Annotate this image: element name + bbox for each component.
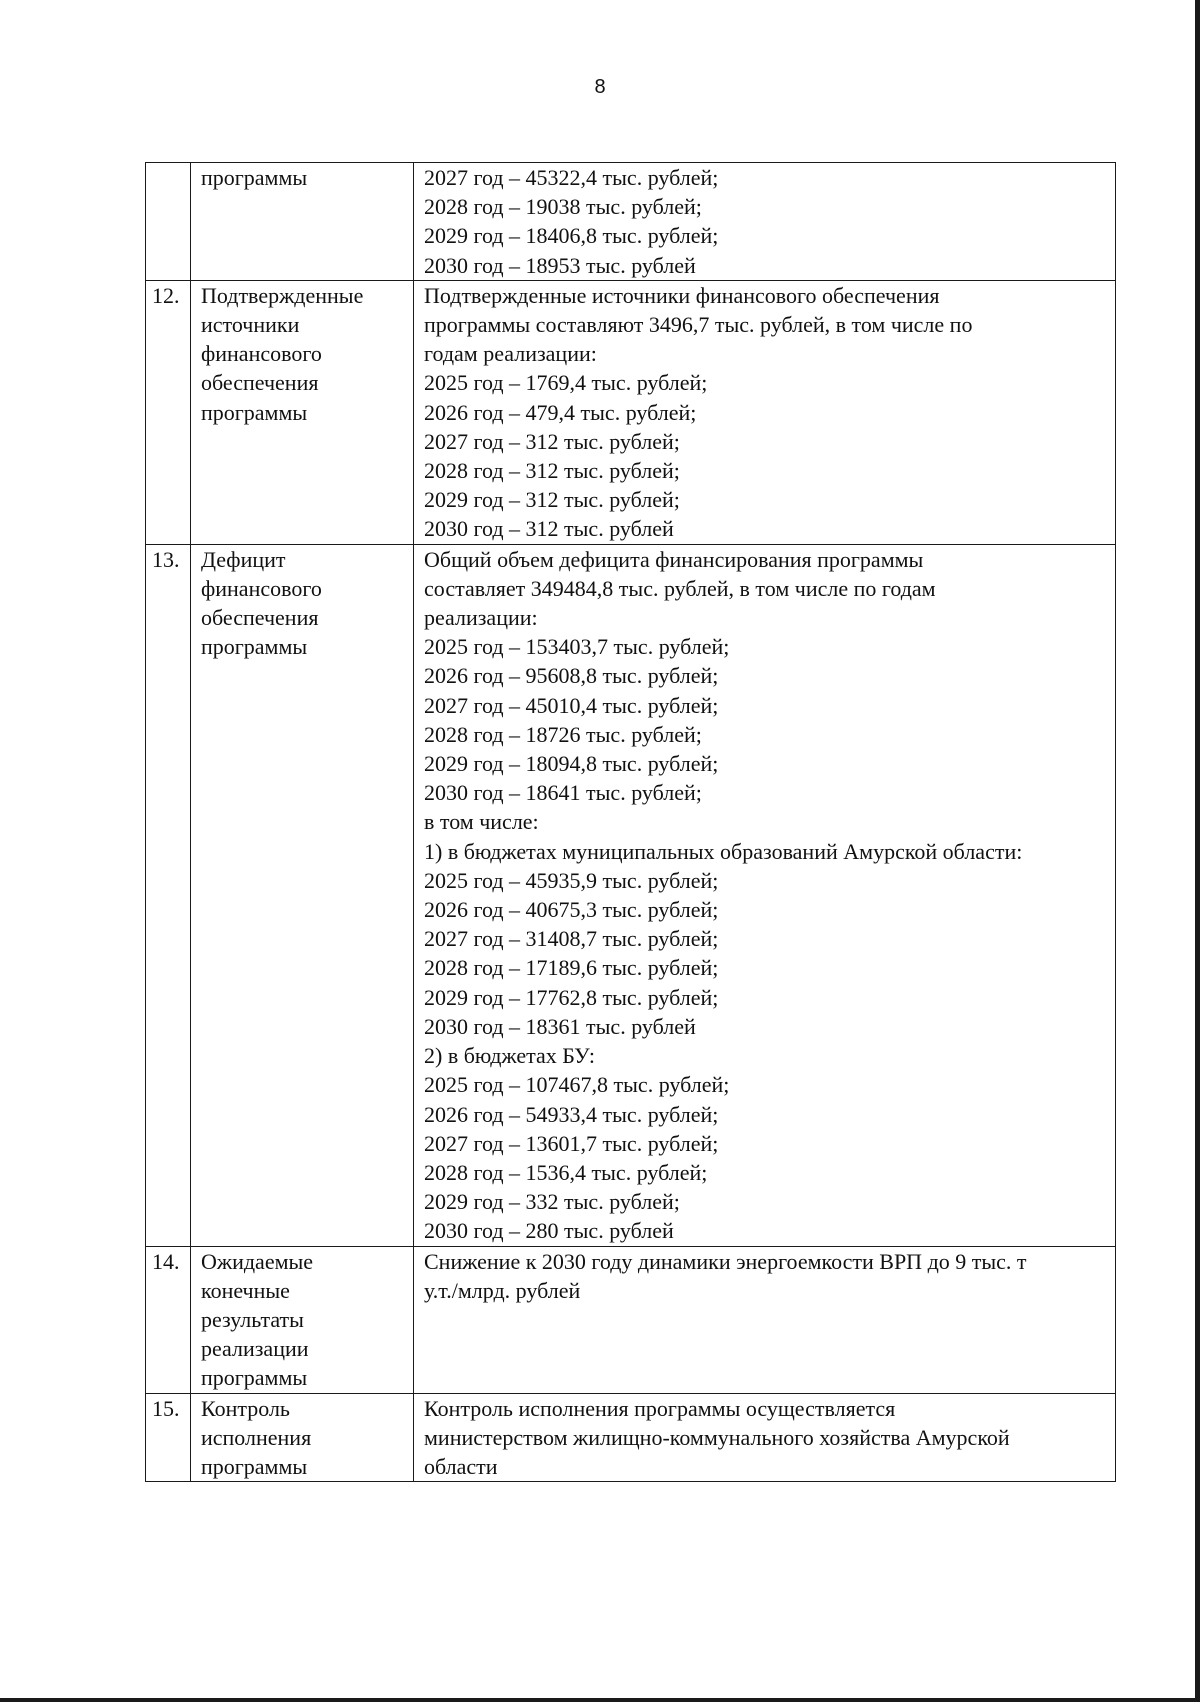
row-content-line: 2029 год – 312 тыс. рублей;	[424, 487, 680, 513]
row-content-line: 2030 год – 312 тыс. рублей	[424, 516, 674, 542]
row-content-line: 2025 год – 153403,7 тыс. рублей;	[424, 634, 730, 660]
row-title-line: программы	[201, 399, 308, 425]
row-title-line: реализации	[201, 1336, 309, 1362]
row-content-line: 2028 год – 312 тыс. рублей;	[424, 458, 680, 484]
row-number: 15.	[146, 1393, 191, 1482]
row-content-line: в том числе:	[424, 809, 539, 835]
table-body	[146, 163, 1116, 1482]
row-title-line: источники	[201, 312, 300, 338]
row-content-line: 2028 год – 18726 тыс. рублей;	[424, 721, 702, 747]
table-row	[146, 1246, 1116, 1393]
table-row	[146, 163, 1116, 281]
row-content-line: 2030 год – 280 тыс. рублей	[424, 1218, 674, 1244]
row-content-line: 2030 год – 18953 тыс. рублей	[424, 252, 696, 278]
row-content-line: области	[424, 1453, 498, 1479]
row-content	[414, 163, 1116, 281]
row-content	[414, 1393, 1116, 1482]
row-content-line: у.т./млрд. рублей	[424, 1277, 581, 1303]
row-content-line: программы составляют 3496,7 тыс. рублей, в том числе по	[424, 312, 973, 338]
program-passport-table	[145, 162, 1116, 1482]
row-title-line: Контроль	[201, 1395, 290, 1421]
row-content-line: 2028 год – 19038 тыс. рублей;	[424, 194, 702, 220]
row-content	[414, 1246, 1116, 1393]
row-content-line: 2026 год – 479,4 тыс. рублей;	[424, 399, 697, 425]
row-content-line: 2028 год – 1536,4 тыс. рублей;	[424, 1159, 708, 1185]
page-number: 8	[594, 76, 606, 98]
row-content-line: 1) в бюджетах муниципальных образований Амурской области:	[424, 838, 1023, 864]
row-content-line: реализации:	[424, 605, 538, 631]
row-title-line: программы	[201, 1365, 308, 1391]
row-content-line: Снижение к 2030 году динамики энергоемкости ВРП до 9 тыс. т	[424, 1248, 1027, 1274]
row-content-line: годам реализации:	[424, 341, 597, 367]
row-title-line: программы	[201, 165, 308, 190]
row-content	[414, 280, 1116, 544]
row-title-line: Ожидаемые	[201, 1248, 314, 1274]
row-content-line: 2026 год – 54933,4 тыс. рублей;	[424, 1101, 719, 1127]
row-title	[191, 1246, 414, 1393]
row-title	[191, 1393, 414, 1482]
row-content-line: 2027 год – 45010,4 тыс. рублей;	[424, 692, 719, 718]
row-content	[414, 544, 1116, 1246]
row-number	[146, 163, 191, 281]
row-content-line: 2) в бюджетах БУ:	[424, 1043, 595, 1069]
scan-border-right	[1195, 0, 1200, 1702]
row-content-line: 2027 год – 312 тыс. рублей;	[424, 428, 680, 454]
row-title-line: конечные	[201, 1277, 290, 1303]
table-row	[146, 1393, 1116, 1482]
row-content-line: министерством жилищно-коммунального хозяйства Амурской	[424, 1424, 1010, 1450]
row-title-line: исполнения	[201, 1424, 312, 1450]
table-row	[146, 280, 1116, 544]
row-number: 12.	[146, 280, 191, 544]
row-content-line: 2027 год – 45322,4 тыс. рублей;	[424, 165, 719, 190]
row-title-line: Подтвержденные	[201, 282, 364, 308]
row-title	[191, 280, 414, 544]
row-title	[191, 163, 414, 281]
row-content-line: 2025 год – 1769,4 тыс. рублей;	[424, 370, 708, 396]
row-content-line: 2030 год – 18641 тыс. рублей;	[424, 780, 702, 806]
row-title-line: программы	[201, 1453, 308, 1479]
row-content-line: составляет 349484,8 тыс. рублей, в том числе по годам	[424, 575, 936, 601]
row-title-line: обеспечения	[201, 605, 319, 631]
row-title-line: финансового	[201, 575, 322, 601]
row-content-line: Общий объем дефицита финансирования программы	[424, 546, 924, 572]
row-title-line: программы	[201, 634, 308, 660]
row-content-line: 2029 год – 17762,8 тыс. рублей;	[424, 984, 719, 1010]
row-title	[191, 544, 414, 1246]
row-content-line: 2026 год – 95608,8 тыс. рублей;	[424, 663, 719, 689]
row-title-line: результаты	[201, 1306, 304, 1332]
row-content-line: Подтвержденные источники финансового обеспечения	[424, 282, 940, 308]
row-content-line: 2026 год – 40675,3 тыс. рублей;	[424, 897, 719, 923]
row-content-line: Контроль исполнения программы осуществляется	[424, 1395, 896, 1421]
row-content-line: 2028 год – 17189,6 тыс. рублей;	[424, 955, 719, 981]
row-content-line: 2029 год – 18406,8 тыс. рублей;	[424, 223, 719, 249]
row-content-line: 2025 год – 107467,8 тыс. рублей;	[424, 1072, 730, 1098]
row-number: 13.	[146, 544, 191, 1246]
table-row	[146, 544, 1116, 1246]
row-content-line: 2027 год – 31408,7 тыс. рублей;	[424, 926, 719, 952]
row-content-line: 2030 год – 18361 тыс. рублей	[424, 1013, 696, 1039]
row-number: 14.	[146, 1246, 191, 1393]
row-title-line: Дефицит	[201, 546, 286, 572]
row-title-line: обеспечения	[201, 370, 319, 396]
row-content-line: 2029 год – 332 тыс. рублей;	[424, 1189, 680, 1215]
scan-border-bottom	[0, 1698, 1200, 1702]
row-content-line: 2029 год – 18094,8 тыс. рублей;	[424, 751, 719, 777]
row-content-line: 2025 год – 45935,9 тыс. рублей;	[424, 867, 719, 893]
row-title-line: финансового	[201, 341, 322, 367]
row-content-line: 2027 год – 13601,7 тыс. рублей;	[424, 1130, 719, 1156]
